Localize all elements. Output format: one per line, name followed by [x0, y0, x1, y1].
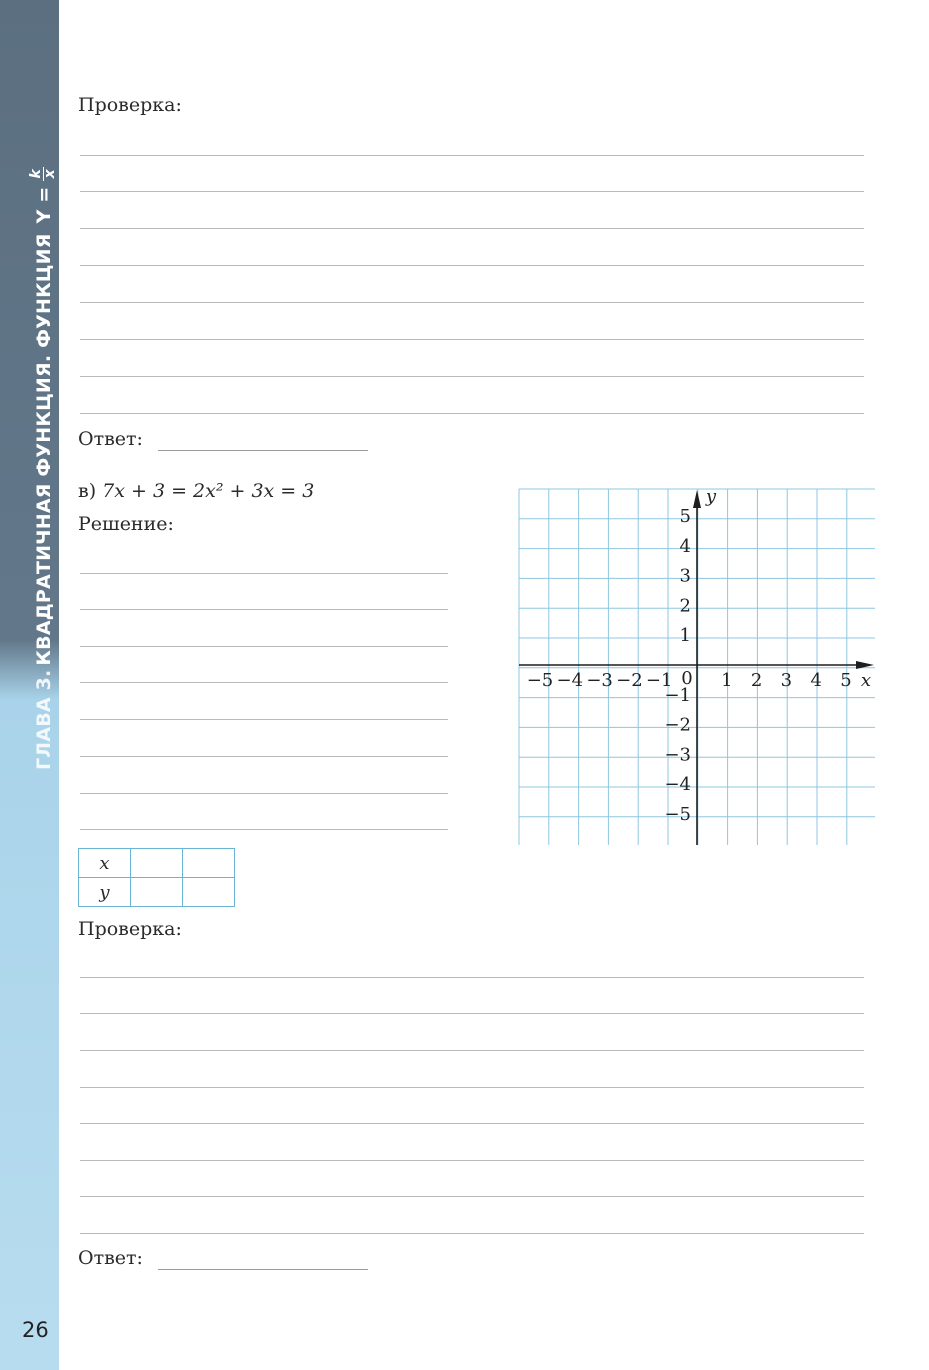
chapter-sidebar [0, 0, 59, 1370]
writing-line[interactable] [80, 228, 864, 229]
y-tick-label: 5 [679, 506, 691, 527]
y-tick-label: −4 [664, 774, 691, 796]
chapter-title: КВАДРАТИЧНАЯ ФУНКЦИЯ. ФУНКЦИЯ [32, 233, 55, 666]
writing-line[interactable] [80, 302, 864, 303]
table-header-x: x [79, 849, 131, 878]
writing-line[interactable] [80, 1013, 864, 1014]
x-axis-label: x [860, 670, 872, 691]
writing-line[interactable] [80, 1050, 864, 1051]
formula-numerator: k [28, 169, 44, 179]
solution-line[interactable] [80, 756, 448, 757]
writing-line[interactable] [80, 265, 864, 266]
chapter-heading [30, 167, 57, 770]
answer-label-top: Ответ: [78, 428, 143, 450]
solution-line[interactable] [80, 793, 448, 794]
writing-line[interactable] [80, 413, 864, 414]
table-header-y: y [79, 878, 131, 907]
y-tick-label: 2 [679, 595, 691, 617]
table-cell[interactable] [183, 878, 235, 907]
origin-label: 0 [681, 668, 693, 689]
writing-line[interactable] [80, 977, 864, 978]
check-label-top: Проверка: [78, 94, 182, 116]
solution-line[interactable] [80, 829, 448, 830]
page-number: 26 [22, 1318, 49, 1342]
x-tick-label: −5 [526, 670, 554, 691]
formula-lhs: Y = [32, 186, 55, 224]
table-row [79, 849, 235, 878]
solution-label: Решение: [78, 513, 174, 535]
table-cell[interactable] [131, 849, 183, 878]
y-tick-label: −1 [664, 684, 691, 706]
table-cell[interactable] [183, 849, 235, 878]
writing-line[interactable] [80, 1196, 864, 1197]
answer-field-top[interactable] [158, 450, 368, 451]
task-equation [78, 480, 314, 502]
writing-line[interactable] [80, 339, 864, 340]
x-tick-label: 3 [780, 670, 793, 691]
writing-line[interactable] [80, 1123, 864, 1124]
x-tick-label: 1 [721, 670, 733, 691]
table-row [79, 878, 235, 907]
y-tick-label: −3 [664, 744, 691, 766]
solution-line[interactable] [80, 719, 448, 720]
y-tick-label: −2 [664, 714, 691, 736]
x-tick-label: −2 [616, 670, 643, 691]
y-tick-label: 4 [679, 535, 691, 557]
x-tick-label: 2 [750, 670, 763, 691]
y-tick-label: 3 [679, 565, 691, 587]
x-tick-label: −3 [586, 670, 613, 691]
solution-line[interactable] [80, 646, 448, 647]
table-cell[interactable] [131, 878, 183, 907]
x-tick-label: −1 [645, 670, 673, 691]
x-tick-label: 4 [810, 670, 822, 691]
formula-denominator: x [42, 169, 58, 179]
writing-line[interactable] [80, 191, 864, 192]
chapter-number: ГЛАВА 3. [32, 669, 55, 770]
y-tick-label: −5 [664, 804, 691, 825]
y-tick-label: 1 [679, 625, 691, 647]
writing-line[interactable] [80, 1087, 864, 1088]
answer-label-bottom: Ответ: [78, 1247, 143, 1269]
y-axis-arrow [693, 490, 701, 508]
task-prefix: в) [78, 480, 97, 502]
coordinate-grid[interactable] [518, 488, 876, 846]
x-tick-label: 5 [840, 670, 852, 691]
writing-line[interactable] [80, 1233, 864, 1234]
solution-line[interactable] [80, 609, 448, 610]
solution-line[interactable] [80, 682, 448, 683]
writing-line[interactable] [80, 155, 864, 156]
writing-line[interactable] [80, 376, 864, 377]
formula-fraction [30, 167, 57, 181]
xy-table [78, 848, 235, 907]
equation-text: 7x + 3 = 2x² + 3x = 3 [102, 480, 315, 502]
check-label-bottom: Проверка: [78, 918, 182, 940]
y-axis-label: y [705, 488, 717, 507]
solution-line[interactable] [80, 573, 448, 574]
writing-line[interactable] [80, 1160, 864, 1161]
answer-field-bottom[interactable] [158, 1269, 368, 1270]
x-tick-label: −4 [556, 670, 584, 691]
